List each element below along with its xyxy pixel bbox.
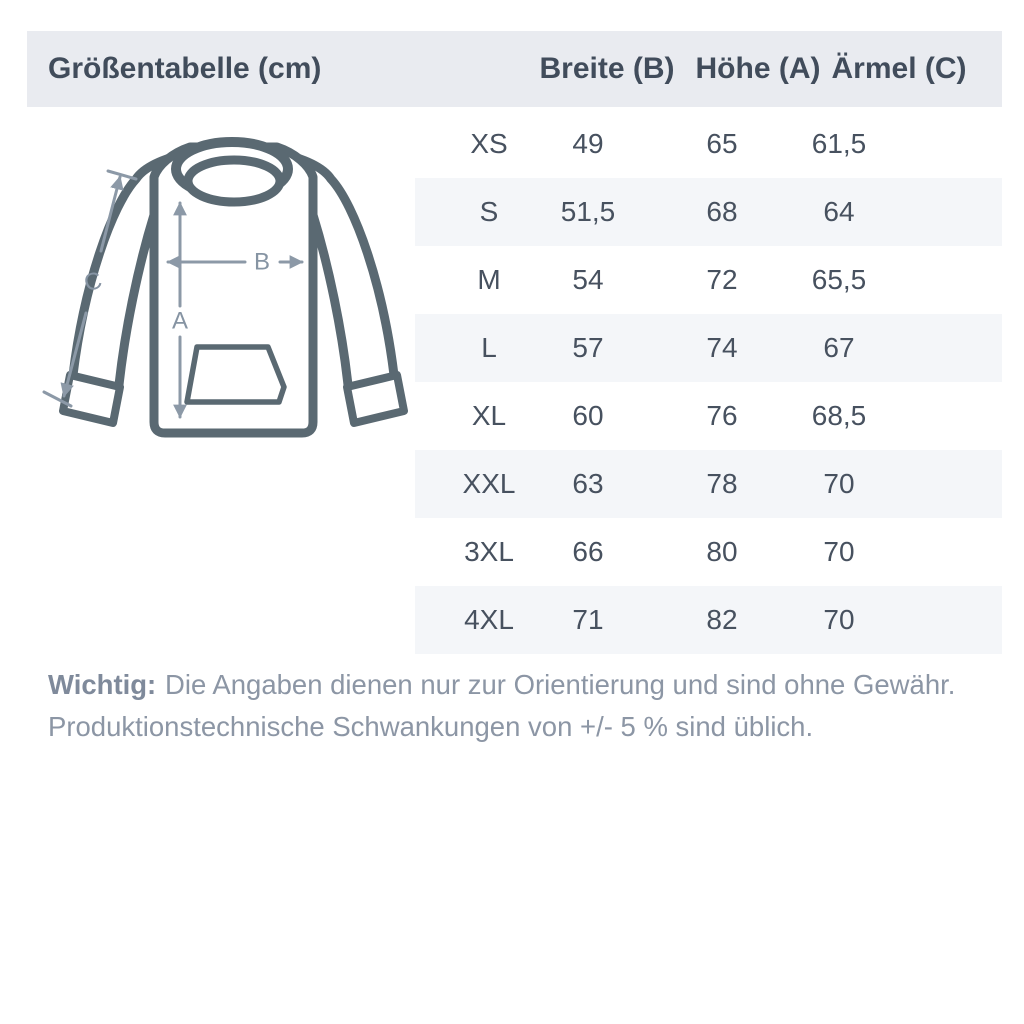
table-header-band: [27, 31, 1002, 107]
hoodie-right-cuff: [347, 375, 404, 423]
column-header-breite: Breite (B): [539, 52, 675, 85]
size-label: 3XL: [464, 536, 514, 567]
disclaimer-important-label: Wichtig:: [48, 669, 157, 700]
breite-value: 54: [572, 264, 604, 295]
size-label: XL: [471, 400, 507, 431]
breite-value: 60: [572, 400, 604, 431]
aermel-value: 67: [823, 332, 855, 363]
table-row-xxl: [415, 450, 1002, 518]
hoehe-value: 65: [706, 128, 738, 159]
table-row-m: [415, 246, 1002, 314]
breite-value: 63: [572, 468, 604, 499]
aermel-value: 70: [823, 604, 855, 635]
size-label: XXL: [462, 468, 516, 499]
size-label: 4XL: [464, 604, 514, 635]
disclaimer: [48, 664, 955, 748]
breite-value: 57: [572, 332, 604, 363]
table-row-s: [415, 178, 1002, 246]
size-label: XS: [470, 128, 508, 159]
size-label: L: [481, 332, 497, 363]
hoehe-value: 78: [706, 468, 738, 499]
table-row-xs: [415, 110, 1002, 178]
hoodie-pocket: [187, 347, 284, 402]
aermel-value: 70: [823, 536, 855, 567]
hoehe-value: 68: [706, 196, 738, 227]
size-label: S: [479, 196, 499, 227]
size-label: M: [477, 264, 501, 295]
dimension-label-a: A: [171, 307, 189, 335]
aermel-value: 70: [823, 468, 855, 499]
hoehe-value: 82: [706, 604, 738, 635]
aermel-value: 64: [823, 196, 855, 227]
table-row-xl: [415, 382, 1002, 450]
disclaimer-line-2: [48, 706, 955, 748]
hoehe-value: 80: [706, 536, 738, 567]
aermel-value: 65,5: [811, 264, 867, 295]
aermel-value: 68,5: [811, 400, 867, 431]
hoehe-value: 76: [706, 400, 738, 431]
column-header-hoehe: Höhe (A): [695, 52, 821, 85]
breite-value: 49: [572, 128, 604, 159]
hoehe-value: 74: [706, 332, 738, 363]
disclaimer-text-2: Produktionstechnische Schwankungen von +/- 5 % sind üblich.: [48, 711, 814, 742]
aermel-value: 61,5: [811, 128, 867, 159]
page-title: Größentabelle (cm): [48, 52, 322, 85]
hoehe-value: 72: [706, 264, 738, 295]
column-header-aermel: Ärmel (C): [831, 52, 967, 85]
dimension-label-b: B: [253, 248, 271, 276]
breite-value: 51,5: [560, 196, 616, 227]
disclaimer-text-1: Die Angaben dienen nur zur Orientierung und sind ohne Gewähr.: [165, 669, 956, 700]
size-table: [415, 110, 1002, 654]
hoodie-measurement-diagram: [40, 125, 420, 455]
dimension-label-c: C: [81, 266, 105, 298]
hoodie-hood: [176, 142, 288, 202]
breite-value: 66: [572, 536, 604, 567]
breite-value: 71: [572, 604, 604, 635]
table-row-3xl: [415, 518, 1002, 586]
table-row-4xl: [415, 586, 1002, 654]
hoodie-left-cuff: [63, 375, 120, 423]
table-row-l: [415, 314, 1002, 382]
disclaimer-line-1: [48, 664, 955, 706]
